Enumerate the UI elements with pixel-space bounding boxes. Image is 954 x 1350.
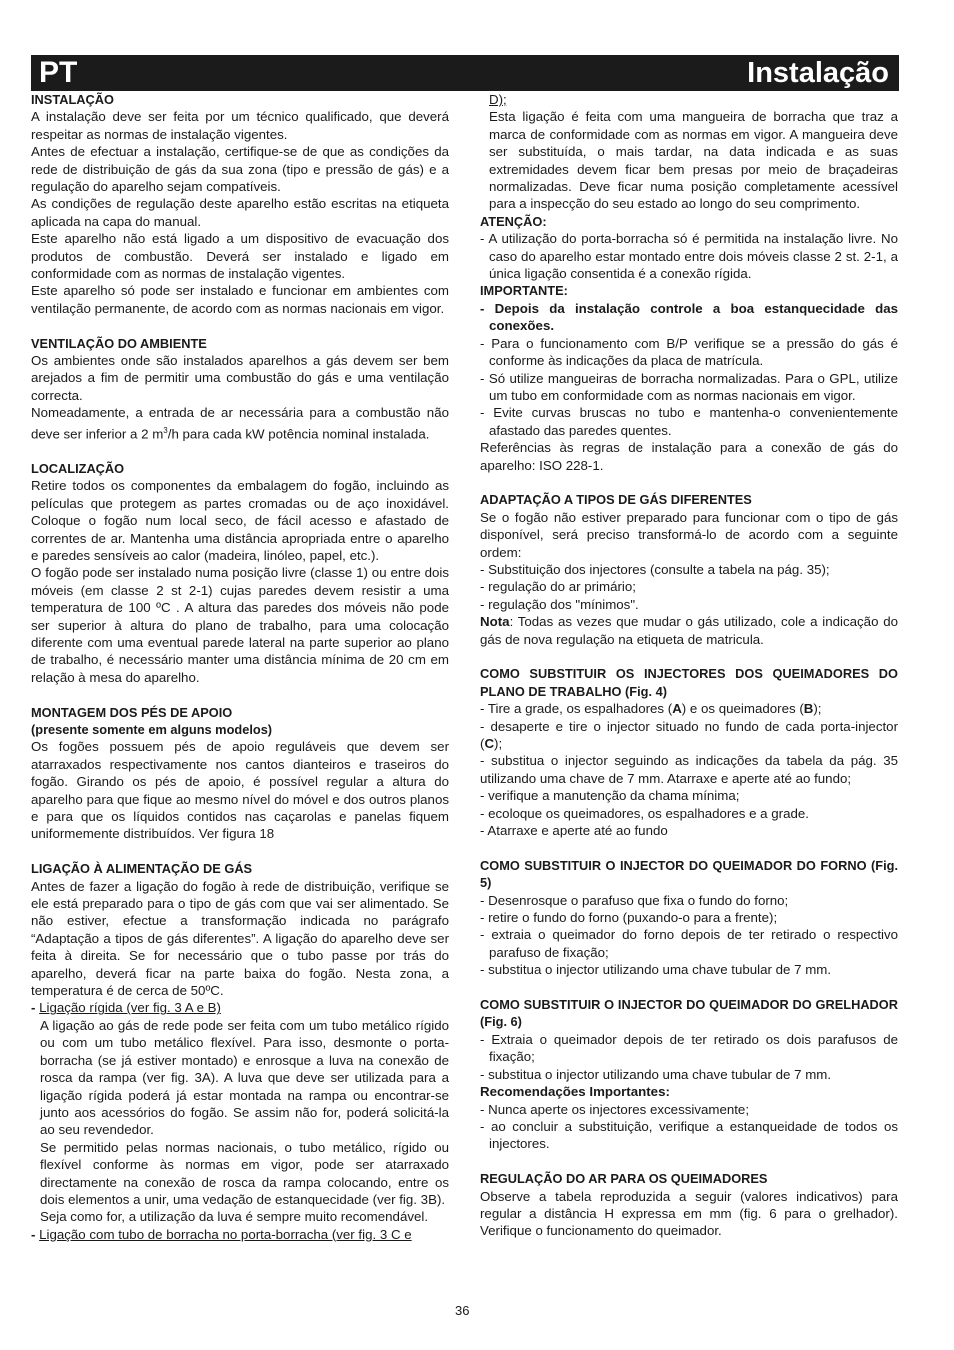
paragraph: O fogão pode ser instalado numa posição livre (classe 1) ou entre dois móveis (em classe 2 st 2-1) cujas paredes devem resistir a uma temperatura de 100 ºC . A altura das paredes dos móveis não pode ser superior à altura do plano de trabalho, para uma colocação diferente com uma eventual parede lateral na parte superior ao plano de trabalho, é necessário manter uma distância mínima de 20 cm em relação à mesa do aparelho. [31, 565, 449, 685]
paragraph: Nomeadamente, a entrada de ar necessária para a combustão não deve ser inferior a 2 $m^3/h$ para cada kW potência nominal instalada. [31, 405, 449, 442]
list-item: - Ligação com tubo de borracha no porta-borracha (ver fig. 3 C e [31, 1226, 412, 1242]
paragraph: Esta ligação é feita com uma mangueira de borracha que traz a marca de conformidade com as normas em vigor. A mangueira deve ser substituída, o mais tardar, na data indicada e as suas extremidades devem ficar bem presas por meio de braçadeiras normalizadas. Deve ficar numa posição completamente acessível para a inspecção do seu estado ao longo do seu comprimento. [489, 109, 898, 212]
paragraph: Os fogões possuem pés de apoio reguláveis que devem ser atarraxados respectivamente nos cantos dianteiros e traseiros do fogão. Girando os pés de apoio, é possível regular a altura do aparelho para que fique ao mesmo nível do móvel e dos outros planos e para que os líquidos contidos nas caçarolas e panelas fiquem uniformemente distribuídos. Ver figura 18 [31, 739, 449, 842]
list-item-continuation: D); [489, 92, 507, 107]
list-item: - substitua o injector utilizando uma chave tubular de 7 mm. [480, 1066, 832, 1082]
page-header [31, 55, 899, 91]
page-title: Instalação [747, 57, 889, 89]
list-item: - desaperte e tire o injector situado no fundo de cada porta-injector (C); [480, 718, 898, 751]
language-code: PT [39, 56, 78, 89]
paragraph: Referências às regras de instalação para a conexão de gás do aparelho: ISO 228-1. [480, 440, 898, 473]
list-item: - retire o fundo do forno (puxando-o para a frente); [480, 910, 778, 926]
list-item: - Ligação rígida (ver fig. 3 A e B) [31, 1000, 221, 1016]
section-title-localizacao: LOCALIZAÇÃO [31, 460, 125, 476]
list-item: - substitua o injector seguindo as indicações da tabela da pág. 35 utilizando uma chave de 7 mm. Atarraxe e aperte até ao fundo; [480, 753, 898, 786]
list-item: - regulação dos "mínimos". [480, 596, 639, 612]
section-title-instalacao: INSTALAÇÃO [31, 92, 114, 107]
paragraph: A instalação deve ser feita por um técnico qualificado, que deverá respeitar as normas de instalação vigentes. [31, 109, 449, 142]
list-item: - Depois da instalação controle a boa estanquecidade das conexões. [480, 300, 898, 334]
section-title-atencao: ATENÇÃO: [480, 213, 547, 229]
list-item: - Desenrosque o parafuso que fixa o fundo do forno; [480, 892, 789, 908]
list-item: - ecoloque os queimadores, os espalhadores e a grade. [480, 805, 809, 821]
paragraph: Este aparelho só pode ser instalado e funcionar em ambientes com ventilação permanente, de acordo com as normas nacionais em vigor. [31, 283, 449, 316]
section-title-ventilacao: VENTILAÇÃO DO AMBIENTE [31, 335, 207, 351]
paragraph: Este aparelho não está ligado a um dispositivo de evacuação dos produtos de combustão. Deverá ser instalado e ligado em conformidade com as normas de instalação vigentes. [31, 231, 449, 282]
list-item: - regulação do ar primário; [480, 579, 636, 595]
page-number: 36 [455, 1303, 470, 1318]
section-title-adaptacao: ADAPTAÇÃO A TIPOS DE GÁS DIFERENTES [480, 492, 752, 508]
list-item: - Só utilize mangueiras de borracha normalizadas. Para o GPL, utilize um tubo em conformidade com as normas nacionais em vigor. [480, 370, 899, 403]
paragraph: A ligação ao gás de rede pode ser feita com um tubo metálico rígido ou com um tubo metálico flexível. Para isso, desmonte o porta-borracha (se já estiver montado) e enrosque a luva na conexão de rosca da rampa (ver fig. 3A). A luva que deve ser utilizada para a ligação rígida poderá já estar montada na rampa ou encontrar-se junto aos acessórios do fogão. Se assim não for, poderá solicitá-la ao seu revendedor. [40, 1017, 449, 1138]
paragraph: Retire todos os componentes da embalagem do fogão, incluindo as películas que protegem as partes cromadas ou de aço inoxidável. Coloque o fogão num local seco, de fácil acesso e afastado de correntes de ar. Mantenha uma distância apropriada entre o aparelho e paredes sensíveis ao calor (madeira, linóleo, papel, etc.). [31, 478, 449, 563]
section-title-injector-grelhador: COMO SUBSTITUIR O INJECTOR DO QUEIMADOR DO GRELHADOR (Fig. 6) [480, 997, 898, 1030]
list-item: - Nunca aperte os injectores excessivamente; [480, 1101, 750, 1117]
list-item: - Extraia o queimador depois de ter retirado os dois parafusos de fixação; [480, 1031, 899, 1065]
paragraph: Antes de efectuar a instalação, certifique-se de que as condições da rede de distribuição de gás da sua zona (tipo e pressão de gás) e a regulação do aparelho sejam compatíveis. [31, 144, 449, 195]
section-title-ligacao: LIGAÇÃO À ALIMENTAÇÃO DE GÁS [31, 861, 253, 877]
left-column [31, 91, 449, 1243]
section-title-injector-forno: COMO SUBSTITUIR O INJECTOR DO QUEIMADOR DO FORNO (Fig. 5) [480, 857, 898, 891]
section-subtitle: (presente somente em alguns modelos) [31, 722, 273, 737]
section-title-montagem: MONTAGEM DOS PÉS DE APOIO [31, 704, 233, 720]
paragraph: Seja como for, a utilização da luva é sempre muito recomendável. [40, 1209, 429, 1225]
list-item: - verifique a manutenção da chama mínima; [480, 788, 740, 804]
list-item: - Tire a grade, os espalhadores (A) e os queimadores (B); [480, 701, 822, 717]
list-item: - A utilização do porta-borracha só é permitida na instalação livre. No caso do aparelho estar montado entre dois móveis classe 2 st. 2-1, a única ligação consentida é a conexão rígida. [480, 231, 898, 282]
section-title-importante: IMPORTANTE: [480, 283, 568, 299]
section-title-injectores-plano: COMO SUBSTITUIR OS INJECTORES DOS QUEIMADORES DO PLANO DE TRABALHO (Fig. 4) [480, 666, 898, 699]
list-item: - extraia o queimador do forno depois de ter retirado o respectivo parafuso de fixação; [480, 927, 899, 960]
note: Nota: Todas as vezes que mudar o gás utilizado, cole a indicação do gás de nova regulação na etiqueta de matricula. [480, 614, 898, 647]
list-item: - Evite curvas bruscas no tubo e mantenha-o convenientemente afastado das paredes quentes. [480, 405, 899, 438]
paragraph: Se permitido pelas normas nacionais, o tubo metálico, rígido ou flexível conforme às normas em vigor, pode ser atarraxado directamente na conexão de rosca da rampa colocando, entre os dois elementos a unir, uma vedação de estanquecidade (ver fig. 3B). [40, 1139, 449, 1207]
list-item: - Substituição dos injectores (consulte a tabela na pág. 35); [480, 561, 830, 577]
list-item: - Para o funcionamento com B/P verifique se a pressão do gás é conforme às indicações da placa de matrícula. [480, 335, 898, 369]
list-item: - ao concluir a substituição, verifique a estanqueidade de todos os injectores. [480, 1118, 898, 1152]
paragraph: Os ambientes onde são instalados aparelhos a gás devem ser bem arejados a fim de permitir uma combustão do gás e uma ventilação correcta. [31, 353, 449, 403]
list-item: - substitua o injector utilizando uma chave tubular de 7 mm. [480, 962, 832, 978]
paragraph: As condições de regulação deste aparelho estão escritas na etiqueta aplicada na capa do manual. [31, 196, 449, 229]
recommendations-title: Recomendações Importantes: [480, 1084, 670, 1100]
right-column [480, 91, 898, 1240]
paragraph: Observe a tabela reproduzida a seguir (valores indicativos) para regular a distância H expressa em mm (fig. 6 para o grelhador). Verifique o funcionamento do queimador. [480, 1188, 898, 1239]
list-item: - Atarraxe e aperte até ao fundo [480, 823, 668, 839]
paragraph: Antes de fazer a ligação do fogão à rede de distribuição, verifique se ele está preparado para o tipo de gás com que vai ser alimentado. Se não estiver, efectue a transformação indicada no parágrafo “Adaptação a tipos de gás diferentes”. A ligação do aparelho deve ser feita à direita. Se for necessário que o tubo passe por trás do aparelho, deverá ficar na parte baixa do fogão. Nesta zona, a temperatura é de cerca de 50ºC. [31, 878, 449, 999]
section-title-regulacao: REGULAÇÃO DO AR PARA OS QUEIMADORES [480, 1171, 768, 1187]
paragraph: Se o fogão não estiver preparado para funcionar com o tipo de gás disponível, será preciso transformá-lo de acordo com a seguinte ordem: [480, 509, 898, 560]
